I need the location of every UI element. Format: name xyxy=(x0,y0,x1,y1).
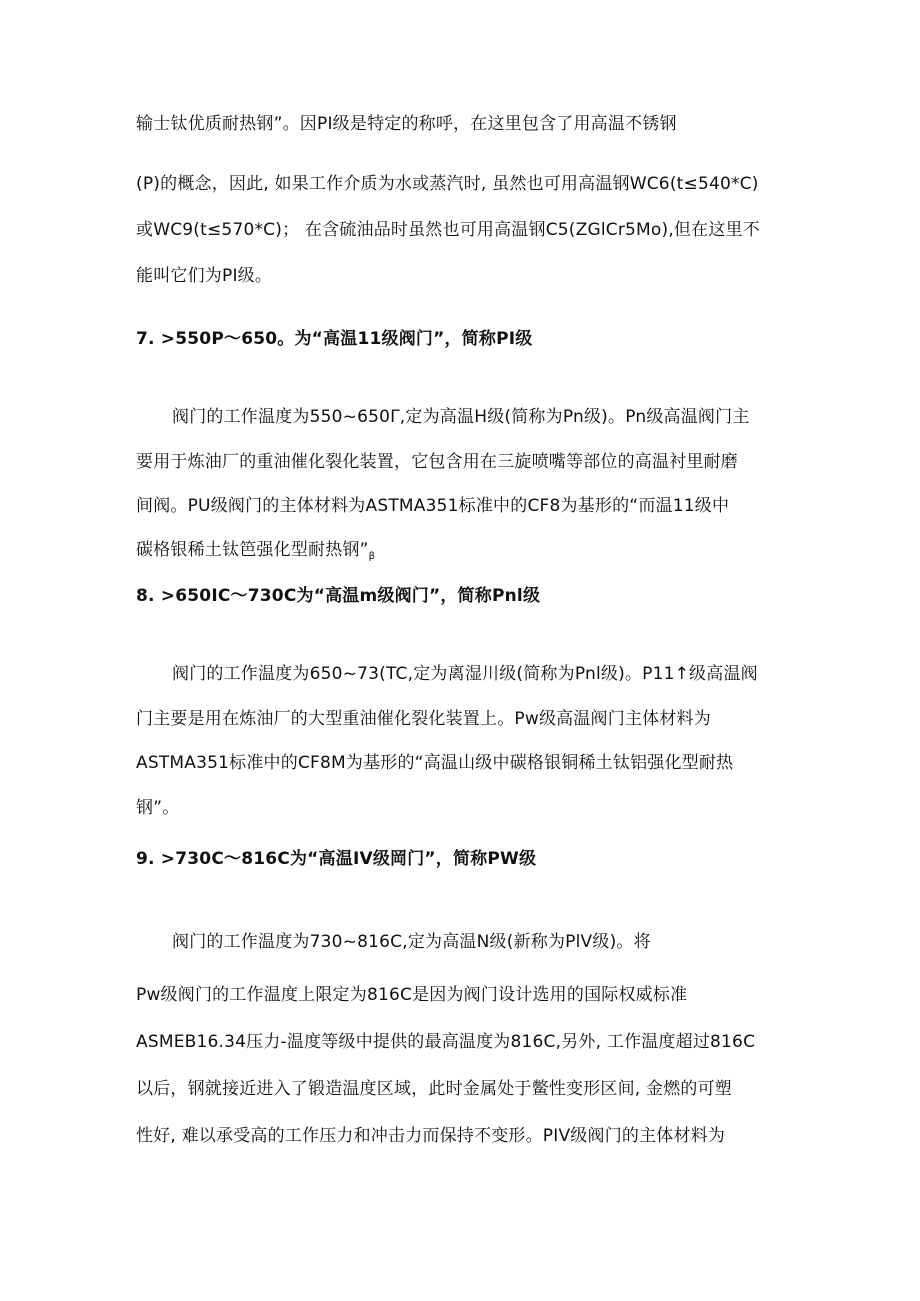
paragraph-line: (P)的概念，因此, 如果工作介质为水或蒸汽时, 虽然也可用高温钢WC6(t≤540*C) xyxy=(136,174,759,194)
paragraph-line: 要用于炼油厂的重油催化裂化装置，它包含用在三旋喷嘴等部位的高温衬里耐磨 xyxy=(136,452,738,472)
paragraph-line: 能叫它们为PI级。 xyxy=(136,266,273,286)
paragraph-text: 碳格银稀土钛笆强化型耐热钢” xyxy=(136,540,369,560)
paragraph-line: 阀门的工作温度为650~73(TC,定为离湿川级(简称为Pnl级)。P11↑级高温阀 xyxy=(172,664,758,684)
paragraph-line: 阀门的工作温度为730~816C,定为高温N级(新称为PlV级)。将 xyxy=(172,932,651,952)
paragraph-line: 阀门的工作温度为550~650Γ,定为高温H级(简称为Pn级)。Pn级高温阀门主 xyxy=(172,407,750,427)
section-8-heading: 8. >650IC～730C为“高温m级阀门”，简称Pnl级 xyxy=(136,586,541,606)
paragraph-line: Pw级阀门的工作温度上限定为816C是因为阀门设计选用的国际权威标准 xyxy=(136,985,688,1005)
tail-mark: β xyxy=(368,551,376,562)
paragraph-line: 性好, 难以承受高的工作压力和冲击力而保持不变形。PIV级阀门的主体材料为 xyxy=(136,1126,726,1146)
section-9-heading: 9. >730C～816C为“高温IV级岡门”，简称PW级 xyxy=(136,849,537,869)
paragraph-line xyxy=(136,538,375,569)
paragraph-line: 间阀。PU级阀门的主体材料为ASTMA351标准中的CF8为基形的“而温11级中 xyxy=(136,496,730,516)
paragraph-line: ASTMA351标准中的CF8M为基形的“高温山级中碳格银铜稀土钛铝强化型耐热 xyxy=(136,753,734,773)
paragraph-line: 或WC9(t≤570*C)； 在含硫油品时虽然也可用高温钢C5(ZGlCr5Mo),但在这里不 xyxy=(136,220,760,240)
paragraph-line: ASMEB16.34压力-温度等级中提供的最高温度为816C,另外, 工作温度超过816C xyxy=(136,1032,756,1052)
section-7-heading: 7. >550P～650。为“高温11级阀门”，简称PI级 xyxy=(136,329,533,349)
paragraph-line: 钢”。 xyxy=(136,798,180,818)
paragraph-line: 输士钛优质耐热钢”。因PI级是特定的称呼，在这里包含了用高温不锈钢 xyxy=(136,114,677,134)
paragraph-line: 以后，钢就接近进入了锻造温度区域，此时金属处于鳖性变形区间, 金燃的可塑 xyxy=(136,1079,733,1099)
paragraph-line: 门主要是用在炼油厂的大型重油催化裂化装置上。Pw级高温阀门主体材料为 xyxy=(136,709,711,729)
